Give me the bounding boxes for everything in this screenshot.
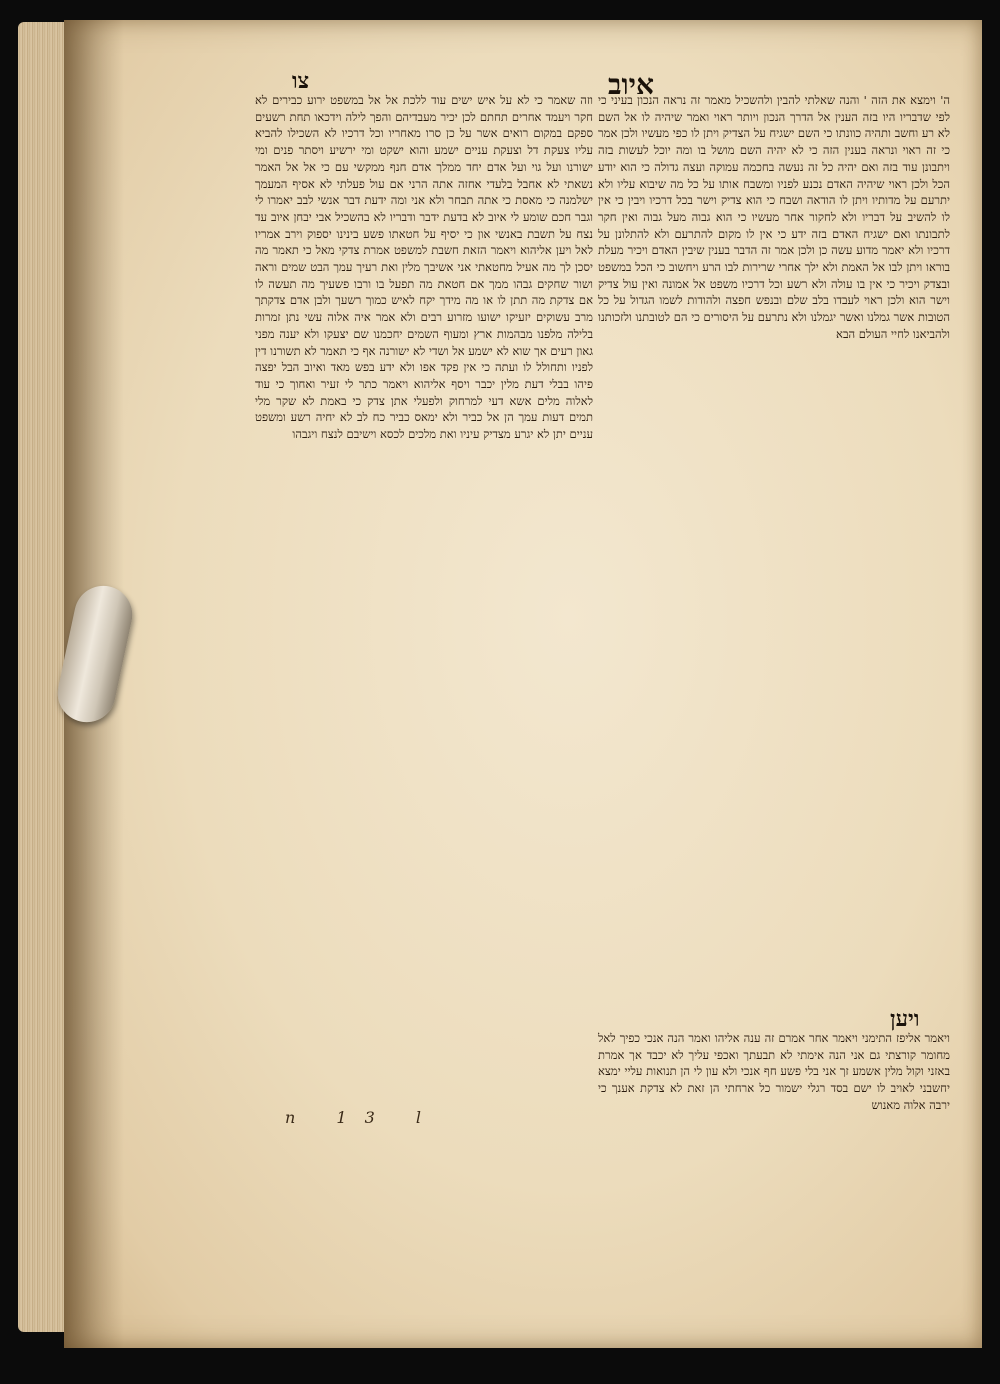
commentary-text-right-end: ויאמר אליפז התימני ויאמר אחר אמרם זה ענה אליהו ואמר הנה אנכי כפיך לאל מחומר קורצתי גם אני הנה אימתי לא תבעתך ואכפי עליך לא יכבד אך אמרת באזני וקול מלין אשמע זך אני בלי פשע חף אנכי ולא עון לי הן תנואות עליי ימצא יחשבני לאויב לו ישם בסד רגלי ישמור כל ארחתי הן זאת לא צדקת אענך כי ירבה אלוה מאנוש	[598, 1031, 950, 1112]
catchword-signature: n 13 l	[285, 1108, 439, 1127]
page-number: צו	[292, 68, 310, 94]
commentary-text-left: וזה שאמר כי לא על איש ישים עוד ללכת אל אל במשפט ירוע כבירים לא חקר ויעמד אחרים תחתם לכן יכיר מעבדיהם והפך לילה וידכאו תחת רשעים ספקם במקום רואים אשר על כן סרו מאחריו וכל דרכיו לא השכילו להביא עליו צעקת דל וצעקת עניים ישמע והוא ישקט ומי ירשיע ויסתר פנים ומי ישורנו ועל גוי ועל אדם יחד ממלך אדם חנף ממקשי עם כי אל אל האמר נשאתי לא אחבל בלעדי אחזה אתה הרני אם עול פעלתי לא אסיף המעמך ישלמנה כי מאסת כי אתה תבחר ולא אני ומה ידעת דבר אנשי לבב יאמרו לי וגבר חכם שומע לי איוב לא בדעת ידבר ודבריו לא בהשכיל אבי יבחן איוב עד נצח על תשבת באנשי און כי יסיף על חטאתו פשע בינינו יספוק וירב אמריו לאל ויען אליהוא ויאמר הזאת חשבת למשפט אמרת צדקי מאל כי תאמר מה יסכן לך מה אעיל מחטאתי אני אשיבך מלין ואת רעיך עמך הבט שמים וראה ושור שחקים גבהו ממך אם חטאת מה תפעל בו ורבו פשעיך מה תעשה לו אם צדקת מה תתן לו או מה מידך יקח לאיש כמוך רשעך ולבן אדם צדקתך מרב עשוקים יזעיקו ישועו מזרוע רבים ולא אמר איה אלוה עשי נתן זמרות בלילה מלפנו מבהמות ארץ ומעוף השמים יחכמנו שם יצעקו ולא יענה מפני גאון רעים אך שוא לא ישמע אל ושדי לא ישורנה אף כי תאמר לא תשורנו דין לפניו ותחולל לו ועתה כי אין פקד אפו ולא ידע בפש מאד ואיוב הבל יפצה פיהו בבלי דעת מלין יכבר ויסף אליהוא ויאמר כתר לי זעיר ואחוך כי עוד לאלוה מלים אשא דעי למרחוק ולפעלי אתן צדק כי באמת לא שקר מלי תמים דעות עמך הן אל כביר ולא ימאס כביר כח לב לא יחיה רשע ומשפט עניים יתן לא יגרע מצדיק עיניו ואת מלכים לכסא וישיבם לנצח ויגבהו	[255, 93, 593, 442]
section-opening-word: ויען	[890, 1006, 920, 1032]
running-title: איוב	[608, 68, 654, 101]
commentary-text-right: ה' וימצא את הזה ' והנה שאלתי להבין ולהשכיל מאמר זה נראה הנכון בעיני כי לפי שדבריו היו בזה הענין אל הדרך הנכון ויותר ראוי ואמר שיהיה לו אל השם לא רע וחשב ותהיה כוונתו כי השם ישגיח על הצדיק ויתן לו כפי מעשיו ולכן אמר כי זה ראוי ונראה בענין הזה כי לא יהיה השם מושל בו ומה יוכל לעשות בזה ויתבונן עוד בזה ואם יהיה כל זה נעשה בחכמה עמוקה ועצה גדולה כי הוא יודע הכל ולכן ראוי שיהיה האדם נכנע לפניו ומשבח אותו על כל מה שיבוא עליו ולא יתרעם על מדותיו ויתן לו הודאה ושבח כי הוא צדיק וישר בכל דרכיו ויבין כי אין לו להשיב על דבריו ולא לחקור אחר מעשיו כי הוא גבוה מעל גבוה ואין חקר לתבונתו ואם ישגיח האדם בזה ידע כי אין לו מקום להתרעם ולא להתלונן על דרכיו ולא יאמר מדוע עשה כן ולכן אמר זה הדבר בענין שיבין האדם ויכיר מעלת בוראו ויתן לבו אל האמת ולא ילך אחרי שרירות לבו הרע ויחשוב כי הכל במשפט ובצדק ויכיר כי אין בו עולה ולא רשע וכל דרכיו משפט אל אמונה ואין עול צדיק וישר הוא ולכן ראוי לעבדו בלב שלם ובנפש חפצה ולהודות לשמו הגדול על כל הטובות אשר גמלנו ואשר יגמלנו ולא נתרעם על היסורים כי הם לטובתנו ולזכותנו ולהביאנו לחיי העולם הבא	[598, 93, 950, 341]
commentary-column-left	[255, 92, 593, 1092]
commentary-column-right-end	[598, 1030, 950, 1145]
commentary-column-right	[598, 92, 950, 1147]
